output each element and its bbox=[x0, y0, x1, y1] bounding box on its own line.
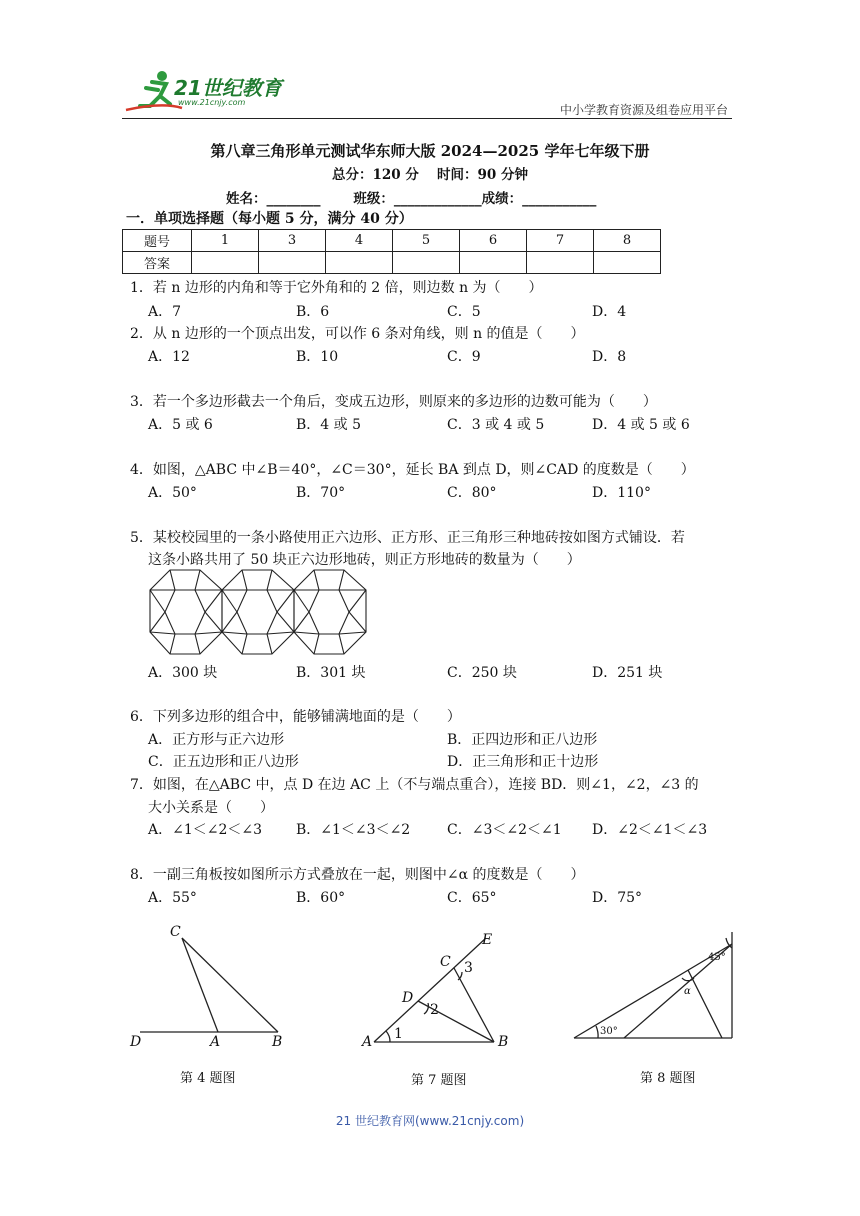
fig8-angle-45: 45° bbox=[708, 952, 726, 963]
answer-cell[interactable] bbox=[460, 252, 527, 274]
question-5-stem: 5．某校校园里的一条小路使用正六边形、正方形、正三角形三种地砖按如图方式铺设．若 bbox=[130, 530, 685, 546]
q2-option-b: B．10 bbox=[296, 349, 339, 365]
q7-option-c: C．∠3＜∠2＜∠1 bbox=[447, 822, 562, 838]
footer-link[interactable]: 21 世纪教育网(www.21cnjy.com) bbox=[335, 1114, 525, 1128]
q6-option-d: D．正三角形和正十边形 bbox=[447, 754, 599, 770]
q4-option-b: B．70° bbox=[296, 485, 346, 501]
q5-option-b: B．301 块 bbox=[296, 665, 366, 681]
section-heading: 一．单项选择题（每小题 5 分，满分 40 分） bbox=[126, 211, 413, 227]
q4-option-c: C．80° bbox=[447, 485, 497, 501]
question-number-cell: 1 bbox=[192, 230, 259, 252]
question-number-cell: 5 bbox=[393, 230, 460, 252]
question-number-cell: 3 bbox=[259, 230, 326, 252]
q7-option-a: A．∠1＜∠2＜∠3 bbox=[148, 822, 263, 838]
table-row bbox=[123, 230, 661, 252]
q2-option-a: A．12 bbox=[148, 349, 190, 365]
q8-option-d: D．75° bbox=[592, 890, 643, 906]
q2-option-c: C．9 bbox=[447, 349, 481, 365]
tiling-figure bbox=[148, 568, 370, 656]
student-info-fields bbox=[226, 187, 596, 207]
question-5-stem-cont: 这条小路共用了 50 块正六边形地砖，则正方形地砖的数量为（ ） bbox=[148, 552, 581, 568]
answer-cell[interactable] bbox=[527, 252, 594, 274]
q1-option-b: B．6 bbox=[296, 304, 330, 320]
question-3-stem: 3．若一个多边形截去一个角后，变成五边形，则原来的多边形的边数可能为（ ） bbox=[130, 394, 657, 410]
q1-option-d: D．4 bbox=[592, 304, 627, 320]
figure-8 bbox=[568, 926, 738, 1044]
q6-option-b: B．正四边形和正八边形 bbox=[447, 732, 598, 748]
q2-option-d: D．8 bbox=[592, 349, 627, 365]
q5-option-d: D．251 块 bbox=[592, 665, 663, 681]
q1-option-c: C．5 bbox=[447, 304, 481, 320]
tile-unit-3 bbox=[294, 570, 366, 654]
table-header-cell: 题号 bbox=[123, 230, 192, 252]
q7-option-d: D．∠2＜∠1＜∠3 bbox=[592, 822, 708, 838]
header-platform-text: 中小学教育资源及组卷应用平台 bbox=[559, 103, 728, 117]
name-field: 姓名：________ bbox=[226, 191, 321, 207]
figure-7-caption: 第 7 题图 bbox=[411, 1073, 467, 1088]
fig7-label-a: A bbox=[362, 1034, 373, 1050]
question-2-stem: 2．从 n 边形的一个顶点出发，可以作 6 条对角线，则 n 的值是（ ） bbox=[130, 326, 585, 342]
q7-option-b: B．∠1＜∠3＜∠2 bbox=[296, 822, 411, 838]
tile-unit-2 bbox=[222, 570, 294, 654]
question-8-stem: 8．一副三角板按如图所示方式叠放在一起，则图中∠α 的度数是（ ） bbox=[130, 867, 585, 883]
answer-cell[interactable] bbox=[326, 252, 393, 274]
q6-option-c: C．正五边形和正八边形 bbox=[148, 754, 299, 770]
score-field: 成绩：___________ bbox=[481, 191, 597, 207]
site-logo bbox=[122, 66, 292, 116]
logo-url: www.21cnjy.com bbox=[178, 98, 246, 107]
logo-text: 21世纪教育 bbox=[174, 76, 282, 100]
fig4-label-b: B bbox=[272, 1034, 283, 1050]
question-4-stem: 4．如图，△ABC 中∠B＝40°，∠C＝30°，延长 BA 到点 D，则∠CAD 的度数是（ ） bbox=[130, 462, 695, 478]
q1-option-a: A．7 bbox=[148, 304, 182, 320]
table-header-cell: 答案 bbox=[123, 252, 192, 274]
question-7-stem: 7．如图，在△ABC 中，点 D 在边 AC 上（不与端点重合），连接 BD．则∠1，∠2，∠3 的 bbox=[130, 777, 699, 793]
class-field: 班级：_____________ bbox=[353, 191, 482, 207]
answer-cell[interactable] bbox=[594, 252, 661, 274]
question-number-cell: 6 bbox=[460, 230, 527, 252]
q4-option-d: D．110° bbox=[592, 485, 651, 501]
q3-option-b: B．4 或 5 bbox=[296, 417, 362, 433]
fig7-label-c: C bbox=[440, 954, 451, 970]
fig4-label-a: A bbox=[210, 1034, 221, 1050]
q8-option-c: C．65° bbox=[447, 890, 497, 906]
fig7-label-e: E bbox=[482, 932, 493, 948]
fig7-angle-3: 3 bbox=[464, 960, 473, 976]
fig4-label-c: C bbox=[170, 924, 181, 940]
question-number-cell: 8 bbox=[594, 230, 661, 252]
q6-option-a: A．正方形与正六边形 bbox=[148, 732, 285, 748]
figure-7 bbox=[358, 928, 518, 1052]
q8-option-b: B．60° bbox=[296, 890, 346, 906]
exam-title: 第八章三角形单元测试华东师大版 2024—2025 学年七年级下册 bbox=[210, 142, 650, 160]
fig7-angle-2: 2 bbox=[430, 1002, 439, 1018]
answer-cell[interactable] bbox=[393, 252, 460, 274]
fig7-label-d: D bbox=[402, 990, 414, 1006]
question-6-stem: 6．下列多边形的组合中，能够铺满地面的是（ ） bbox=[130, 709, 461, 725]
q5-option-a: A．300 块 bbox=[148, 665, 218, 681]
fig7-angle-1: 1 bbox=[394, 1026, 403, 1042]
question-number-cell: 7 bbox=[527, 230, 594, 252]
q3-option-c: C．3 或 4 或 5 bbox=[447, 417, 545, 433]
header-divider bbox=[122, 118, 732, 119]
fig8-angle-30: 30° bbox=[600, 1026, 618, 1037]
q5-option-c: C．250 块 bbox=[447, 665, 517, 681]
table-row bbox=[123, 252, 661, 274]
answer-table bbox=[122, 229, 661, 274]
figure-4-caption: 第 4 题图 bbox=[180, 1071, 236, 1086]
q3-option-a: A．5 或 6 bbox=[148, 417, 213, 433]
answer-cell[interactable] bbox=[192, 252, 259, 274]
tile-unit-1 bbox=[150, 570, 222, 654]
fig7-label-b: B bbox=[498, 1034, 509, 1050]
fig8-angle-alpha: α bbox=[684, 986, 691, 997]
q4-option-a: A．50° bbox=[148, 485, 197, 501]
question-7-stem-cont: 大小关系是（ ） bbox=[148, 800, 274, 816]
figure-8-caption: 第 8 题图 bbox=[640, 1071, 696, 1086]
fig4-label-d: D bbox=[130, 1034, 142, 1050]
question-number-cell: 4 bbox=[326, 230, 393, 252]
question-1-stem: 1．若 n 边形的内角和等于它外角和的 2 倍，则边数 n 为（ ） bbox=[130, 280, 543, 296]
exam-subtitle: 总分：120 分 时间：90 分钟 bbox=[331, 167, 529, 183]
figure-4 bbox=[126, 918, 296, 1050]
q3-option-d: D．4 或 5 或 6 bbox=[592, 417, 690, 433]
q8-option-a: A．55° bbox=[148, 890, 197, 906]
answer-cell[interactable] bbox=[259, 252, 326, 274]
